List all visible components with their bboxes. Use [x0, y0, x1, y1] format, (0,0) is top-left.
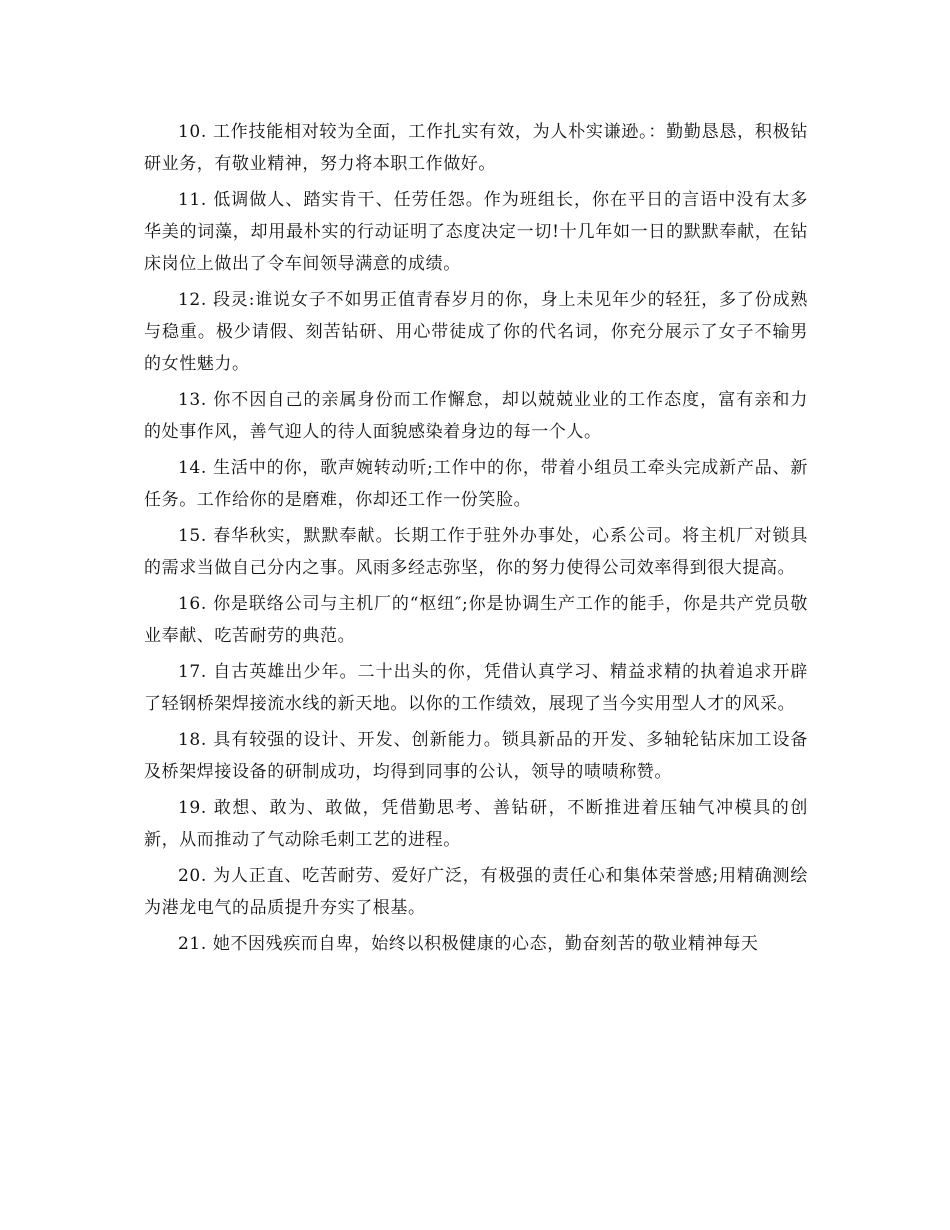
paragraph-14: 14. 生活中的你，歌声婉转动听;工作中的你，带着小组员工牵头完成新产品、新任务。工作给你的是磨难，你却还工作一份笑脸。	[144, 458, 808, 510]
paragraph-10: 10. 工作技能相对较为全面，工作扎实有效，为人朴实谦逊。：勤勤恳恳，积极钻研业务，有敬业精神，努力将本职工作做好。	[144, 122, 808, 174]
paragraph-16: 16. 你是联络公司与主机厂的“枢纽″;你是协调生产工作的能手，你是共产党员敬业奉献、吃苦耐劳的典范。	[144, 594, 808, 646]
paragraph-18: 18. 具有较强的设计、开发、创新能力。锁具新品的开发、多轴轮钻床加工设备及桥架焊接设备的研制成功，均得到同事的公认，领导的啧啧称赞。	[144, 730, 808, 782]
paragraph-20: 20. 为人正直、吃苦耐劳、爱好广泛，有极强的责任心和集体荣誉感;用精确测绘为港龙电气的品质提升夯实了根基。	[144, 866, 808, 918]
paragraph-11: 11. 低调做人、踏实肯干、任劳任怨。作为班组长，你在平日的言语中没有太多华美的词藻，却用最朴实的行动证明了态度决定一切!十几年如一日的默默奉献，在钻床岗位上做出了令车间领导满意的成绩。	[144, 190, 808, 274]
paragraph-19: 19. 敢想、敢为、敢做，凭借勤思考、善钻研，不断推进着压轴气冲模具的创新，从而推动了气动除毛刺工艺的进程。	[144, 798, 808, 850]
paragraph-21: 21. 她不因残疾而自卑，始终以积极健康的心态，勤奋刻苦的敬业精神每天	[178, 934, 759, 954]
paragraph-17: 17. 自古英雄出少年。二十出头的你，凭借认真学习、精益求精的执着追求开辟了轻钢桥架焊接流水线的新天地。以你的工作绩效，展现了当今实用型人才的风采。	[144, 662, 808, 714]
document-body	[144, 116, 808, 964]
paragraph-12: 12. 段灵:谁说女子不如男正值青春岁月的你，身上未见年少的轻狂，多了份成熟与稳重。极少请假、刻苦钻研、用心带徒成了你的代名词，你充分展示了女子不输男的女性魅力。	[144, 290, 808, 374]
paragraph-13: 13. 你不因自己的亲属身份而工作懈怠，却以兢兢业业的工作态度，富有亲和力的处事作风，善气迎人的待人面貌感染着身边的每一个人。	[144, 390, 808, 442]
paragraph-15: 15. 春华秋实，默默奉献。长期工作于驻外办事处，心系公司。将主机厂对锁具的需求当做自己分内之事。风雨多经志弥坚，你的努力使得公司效率得到很大提高。	[144, 526, 808, 578]
